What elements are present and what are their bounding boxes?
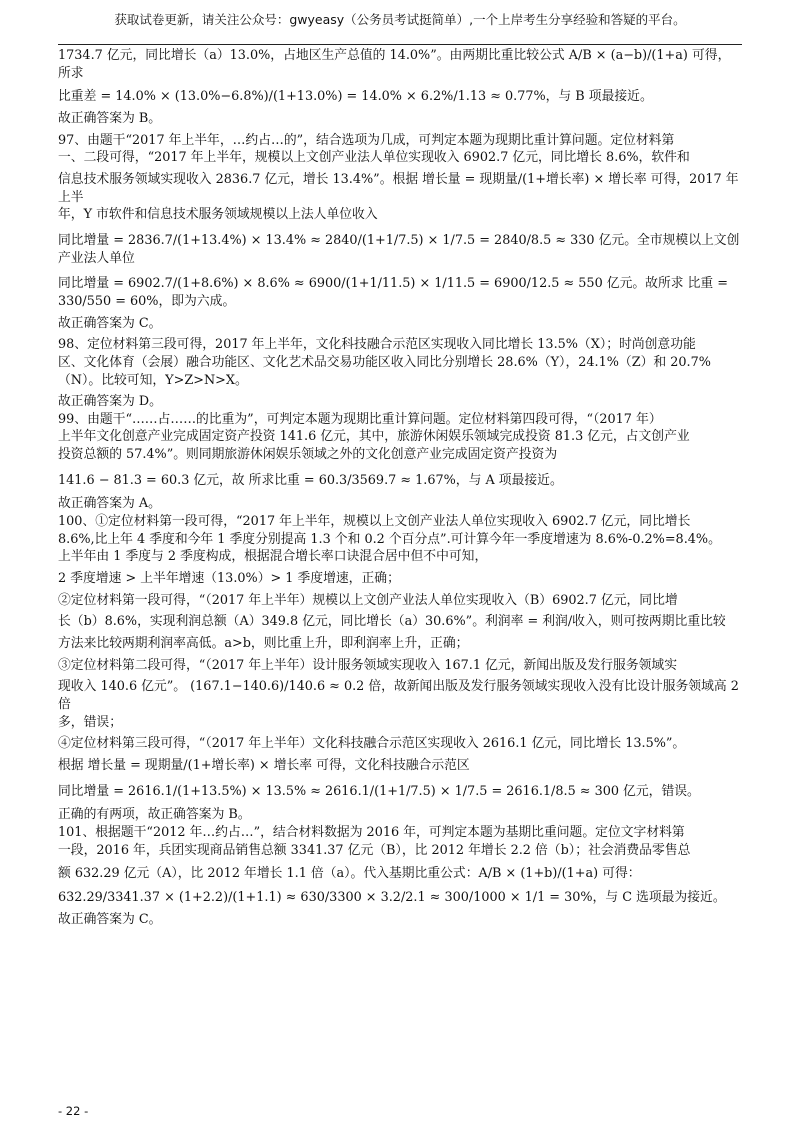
q100-line-13: 同比增量 = 2616.1/(1+13.5%) × 13.5% ≈ 2616.1/(1+1/7.5) × 1/7.5 = 2616.1/8.5 ≈ 300 亿元，错误。	[58, 783, 700, 799]
q101-line-2: 一段，2016 年，兵团实现商品销售总额 3341.37 亿元（B），比 2012 年增长 2.2 倍（b）；社会消费品零售总	[58, 842, 691, 858]
q100-line-7: 方法来比较两期利润率高低。a>b，则比重上升，即利润率上升，正确；	[58, 636, 469, 652]
header-text: 获取试卷更新，请关注公众号：gwyeasy（公务员考试挺简单）,一个上岸考生分享经验和答疑的平台。	[114, 12, 686, 27]
q97-line-1: 97、由题干“2017 年上半年，…约占…的”，结合选项为几成，可判定本题为现期比重计算问题。定位材料第	[58, 132, 675, 148]
line-1: 1734.7 亿元，同比增长（a）13.0%，占地区生产总值的 14.0%”。由两期比重比较公式 A/B × (a−b)/(1+a) 可得，所求	[58, 48, 731, 81]
q100-line-3: 上半年由 1 季度与 2 季度构成，根据混合增长率口诀混合居中但不中可知，	[58, 549, 488, 565]
q101-line-4: 632.29/3341.37 × (1+2.2)/(1+1.1) ≈ 630/3300 × 3.2/2.1 ≈ 300/1000 × 1/1 = 30%，与 C 选项最为接近。	[58, 889, 726, 905]
q97-answer: 故正确答案为 C。	[58, 315, 162, 331]
q101-answer: 故正确答案为 C。	[58, 911, 162, 927]
page-header	[0, 0, 800, 40]
q98-line-2: 区、文化体育（会展）融合功能区、文化艺术品交易功能区收入同比分别增长 28.6%（Y），24.1%（Z）和 20.7%	[58, 354, 711, 370]
answer-content	[58, 47, 742, 928]
q98-answer: 故正确答案为 D。	[58, 394, 162, 410]
q97-line-6: 同比增量 = 6902.7/(1+8.6%) × 8.6% ≈ 6900/(1+1/11.5) × 1/11.5 = 6900/12.5 ≈ 550 亿元。故所求 比重 = 330/550 = 60%，即为六成。	[58, 276, 729, 309]
q100-line-8: ③定位材料第二段可得，“（2017 年上半年）设计服务领域实现收入 167.1 亿元，新闻出版及发行服务领域实	[58, 657, 678, 673]
q99-answer: 故正确答案为 A。	[58, 496, 161, 512]
q98-line-1: 98、定位材料第三段可得，2017 年上半年，文化科技融合示范区实现收入同比增长 13.5%（X）；时尚创意功能	[58, 337, 696, 353]
q101-line-3: 额 632.29 亿元（A），比 2012 年增长 1.1 倍（a）。代入基期比重公式：A/B × (1+b)/(1+a) 可得：	[58, 866, 641, 882]
header-divider	[58, 44, 742, 45]
q99-line-4: 141.6 − 81.3 = 60.3 亿元，故 所求比重 = 60.3/3569.7 ≈ 1.67%，与 A 项最接近。	[58, 472, 563, 488]
q100-line-4: 2 季度增速 > 上半年增速（13.0%）> 1 季度增速，正确；	[58, 571, 400, 587]
q99-line-2: 上半年文化创意产业完成固定资产投资 141.6 亿元，其中，旅游休闲娱乐领域完成投资 81.3 亿元，占文创产业	[58, 429, 690, 445]
q100-line-5: ②定位材料第一段可得，“（2017 年上半年）规模以上文创产业法人单位实现收入（B）6902.7 亿元，同比增	[58, 592, 678, 608]
q101-line-1: 101、根据题干“2012 年…约占…”，结合材料数据为 2016 年，可判定本题为基期比重问题。定位文字材料第	[58, 824, 685, 840]
page-number	[58, 1104, 88, 1118]
q99-line-3: 投资总额的 57.4%”。则同期旅游休闲娱乐领域之外的文化创意产业完成固定资产投资为	[58, 447, 558, 463]
q100-line-9: 现收入 140.6 亿元”。 (167.1−140.6)/140.6 ≈ 0.2 倍，故新闻出版及发行服务领域实现收入没有比设计服务领域高 2 倍	[58, 679, 739, 712]
q97-line-5: 同比增量 = 2836.7/(1+13.4%) × 13.4% ≈ 2840/(1+1/7.5) × 1/7.5 = 2840/8.5 ≈ 330 亿元。全市规模以上文创产业法人单位	[58, 232, 740, 266]
q100-line-10: 多，错误；	[58, 714, 122, 730]
page-number-text: - 22 -	[58, 1104, 89, 1118]
q99-line-1: 99、由题干“……占……的比重为”，可判定本题为现期比重计算问题。定位材料第四段可得，“（2017 年）	[58, 411, 662, 427]
q97-line-4: 年，Y 市软件和信息技术服务领域规模以上法人单位收入	[58, 207, 378, 223]
q100-line-1: 100、①定位材料第一段可得，“2017 年上半年，规模以上文创产业法人单位实现收入 6902.7 亿元，同比增长	[58, 514, 691, 530]
line-2: 比重差 = 14.0% × (13.0%−6.8%)/(1+13.0%) = 14.0% × 6.2%/1.13 ≈ 0.77%，与 B 项最接近。	[58, 89, 653, 105]
q97-line-3: 信息技术服务领域实现收入 2836.7 亿元，增长 13.4%”。根据 增长量 = 现期量/(1+增长率) × 增长率 可得，2017 年上半	[58, 171, 739, 205]
q98-line-3: （N）。比较可知，Y>Z>N>X。	[58, 372, 248, 388]
q100-line-2: 8.6%,比上年 4 季度和今年 1 季度分别提高 1.3 个和 0.2 个百分点”.可计算今年一季度增速为 8.6%-0.2%=8.4%。	[58, 531, 721, 547]
q97-line-2: 一、二段可得，“2017 年上半年，规模以上文创产业法人单位实现收入 6902.7 亿元，同比增长 8.6%，软件和	[58, 150, 690, 166]
q100-line-12: 根据 增长量 = 现期量/(1+增长率) × 增长率 可得，文化科技融合示范区	[58, 757, 470, 773]
line-3: 故正确答案为 B。	[58, 110, 162, 126]
q100-line-11: ④定位材料第三段可得，“（2017 年上半年）文化科技融合示范区实现收入 2616.1 亿元，同比增长 13.5%”。	[58, 736, 686, 752]
q100-answer: 正确的有两项，故正确答案为 B。	[58, 807, 251, 823]
q100-line-6: 长（b）8.6%，实现利润总额（A）349.8 亿元，同比增长（a）30.6%”。利润率 = 利润/收入，则可按两期比重比较	[58, 614, 726, 630]
